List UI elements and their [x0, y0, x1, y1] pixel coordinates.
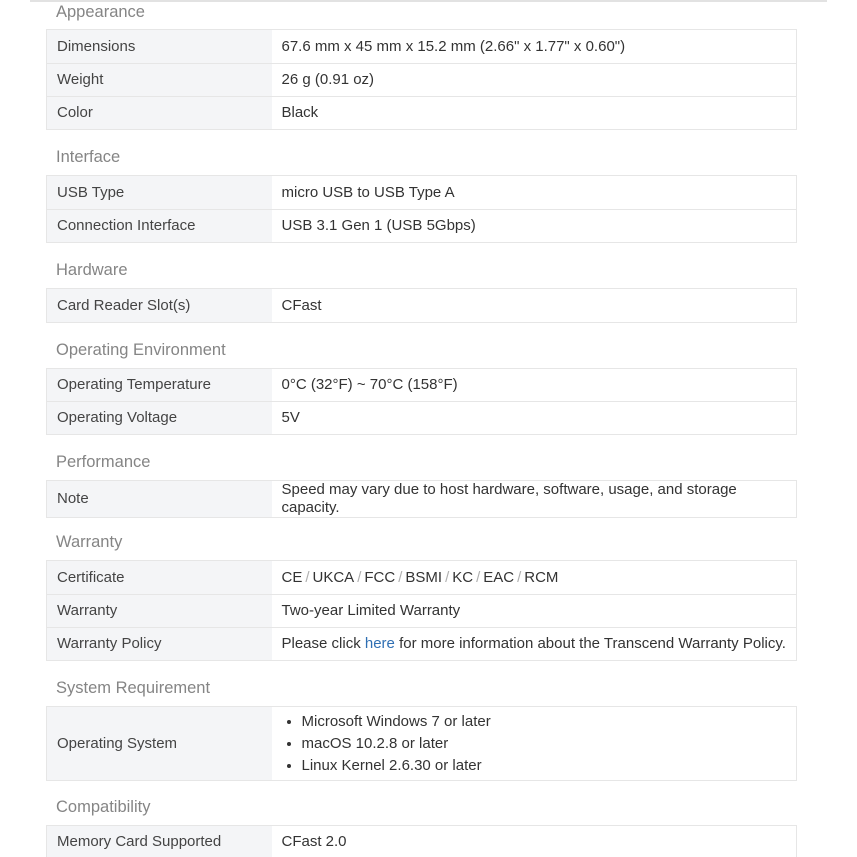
spec-label: Operating Temperature	[47, 369, 272, 402]
spec-value: CFast 2.0	[272, 826, 797, 857]
section-title-performance: Performance	[56, 453, 151, 471]
spec-table-appearance	[46, 29, 797, 130]
list-item: • Microsoft Windows 7 or later	[302, 711, 797, 733]
table-row	[47, 289, 797, 323]
certificate-item: CE	[281, 568, 303, 586]
spec-value: 5V	[272, 402, 797, 435]
section-title-interface: Interface	[56, 148, 121, 166]
top-divider	[30, 0, 827, 2]
spec-value: Two-year Limited Warranty	[272, 595, 797, 628]
table-row	[47, 595, 797, 628]
spec-table-performance	[46, 480, 797, 518]
spec-label: Certificate	[47, 561, 272, 595]
certificate-item: UKCA	[312, 568, 355, 586]
section-title-appearance: Appearance	[56, 3, 145, 21]
list-item: • Linux Kernel 2.6.30 or later	[302, 755, 797, 777]
spec-value: Speed may vary due to host hardware, software, usage, and storage capacity.	[272, 481, 797, 518]
separator: /	[517, 568, 522, 586]
spec-table-hardware	[46, 288, 797, 323]
list-item: • macOS 10.2.8 or later	[302, 733, 797, 755]
table-row	[47, 481, 797, 518]
spec-label: Connection Interface	[47, 210, 272, 243]
separator: /	[445, 568, 450, 586]
spec-label: Warranty	[47, 595, 272, 628]
spec-value: 67.6 mm x 45 mm x 15.2 mm (2.66" x 1.77" x 0.60")	[272, 30, 797, 64]
certificate-item: EAC	[483, 568, 515, 586]
policy-prefix: Please click	[281, 635, 365, 652]
spec-label: Card Reader Slot(s)	[47, 289, 272, 323]
spec-label: Operating Voltage	[47, 402, 272, 435]
table-row	[47, 402, 797, 435]
spec-value: 26 g (0.91 oz)	[272, 64, 797, 97]
spec-label: Warranty Policy	[47, 628, 272, 661]
warranty-policy-text	[272, 628, 797, 661]
table-row	[47, 97, 797, 130]
separator: /	[305, 568, 310, 586]
spec-label: Memory Card Supported	[47, 826, 272, 857]
policy-suffix: for more information about the Transcend Warranty Policy.	[394, 635, 786, 652]
certificate-list	[272, 561, 797, 595]
separator: /	[357, 568, 362, 586]
section-title-operating-environment: Operating Environment	[56, 341, 226, 359]
spec-label: USB Type	[47, 176, 272, 210]
table-row	[47, 561, 797, 595]
spec-table-operating-environment	[46, 368, 797, 435]
table-row	[47, 30, 797, 64]
separator: /	[398, 568, 403, 586]
spec-value: CFast	[272, 289, 797, 323]
section-title-warranty: Warranty	[56, 533, 123, 551]
spec-label: Color	[47, 97, 272, 130]
spec-value: 0°C (32°F) ~ 70°C (158°F)	[272, 369, 797, 402]
separator: /	[476, 568, 481, 586]
os-list-cell	[272, 707, 797, 781]
warranty-policy-link[interactable]: here	[364, 635, 395, 652]
table-row	[47, 210, 797, 243]
table-row	[47, 707, 797, 781]
spec-label: Operating System	[47, 707, 272, 781]
spec-value: Black	[272, 97, 797, 130]
certificate-item: RCM	[524, 568, 559, 586]
section-title-compatibility: Compatibility	[56, 798, 151, 816]
spec-value: micro USB to USB Type A	[272, 176, 797, 210]
certificate-item: KC	[452, 568, 474, 586]
table-row	[47, 369, 797, 402]
spec-table-warranty	[46, 560, 797, 661]
spec-label: Dimensions	[47, 30, 272, 64]
spec-label: Weight	[47, 64, 272, 97]
table-row	[47, 176, 797, 210]
spec-table-interface	[46, 175, 797, 243]
certificate-item: FCC	[364, 568, 396, 586]
certificate-item: BSMI	[405, 568, 443, 586]
spec-value: USB 3.1 Gen 1 (USB 5Gbps)	[272, 210, 797, 243]
table-row	[47, 628, 797, 661]
spec-label: Note	[47, 481, 272, 518]
spec-table-system-requirement	[46, 706, 797, 781]
section-title-system-requirement: System Requirement	[56, 679, 211, 697]
section-title-hardware: Hardware	[56, 261, 128, 279]
os-list	[282, 711, 797, 777]
table-row	[47, 826, 797, 857]
spec-table-compatibility	[46, 825, 797, 857]
table-row	[47, 64, 797, 97]
